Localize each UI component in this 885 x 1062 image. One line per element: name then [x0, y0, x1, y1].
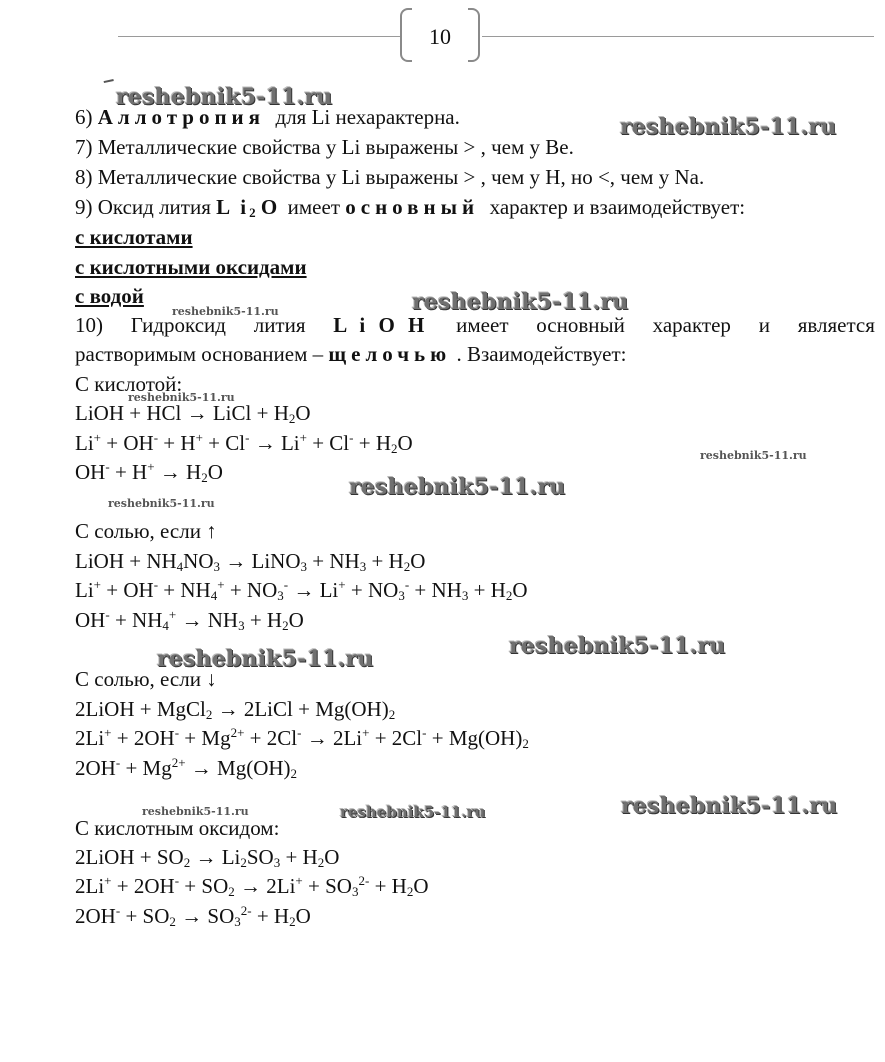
page-number-box [400, 8, 480, 60]
equation: $Li^+ + OH^- + H^+ + Cl^- \to Li^+ + Cl^- + H_2O$ [75, 430, 413, 456]
term-alkali: щелочью [328, 342, 452, 366]
equation: $2OH^- + SO_2 \to SO_3^{2-} + H_2O$ [75, 903, 311, 929]
watermark: reshebnik5-11.ru [172, 305, 279, 318]
reacts-with-water: с водой [75, 284, 144, 308]
section-acid-heading: С кислотой: [75, 372, 183, 396]
equation: LiOH + $NH_4NO_3$ → LiNO$_3$ + $NH_3 + H_2O$ [75, 549, 426, 574]
watermark: reshebnik5-11.ru [349, 474, 566, 500]
equation: LiOH + HCl → LiCl + $H_2O$ [75, 401, 311, 426]
watermark: reshebnik5-11.ru [340, 803, 486, 821]
item-10-line-1: 10) Гидроксид лития L i O H имеет основный характер и является [75, 313, 875, 337]
equation: $OH^- + NH_4^+ \to NH_3 + H_2O$ [75, 607, 304, 633]
watermark: reshebnik5-11.ru [412, 289, 629, 315]
item-10-line-2: растворимым основанием – щелочью . Взаимодействует: [75, 342, 627, 366]
section-salt-gas-heading: С солью, если ↑ [75, 519, 217, 543]
header-rule-left [118, 36, 400, 37]
equation: $2Li^+ + 2OH^- + Mg^{2+} + 2Cl^- \to 2Li^+ + 2Cl^- + Mg(OH)_2$ [75, 725, 529, 751]
watermark: reshebnik5-11.ru [509, 633, 726, 659]
watermark: reshebnik5-11.ru [116, 84, 333, 110]
equation: $OH^- + H^+ \to H_2O$ [75, 459, 223, 485]
equation: 2LiOH + MgCl$_2$ → 2LiCl + $Mg(OH)_2$ [75, 697, 396, 722]
watermark: reshebnik5-11.ru [700, 449, 807, 462]
watermark: reshebnik5-11.ru [142, 805, 249, 818]
equation: $2Li^+ + 2OH^- + SO_2 \to 2Li^+ + SO_3^{2-} + H_2O$ [75, 873, 429, 899]
equation: $2OH^- + Mg^{2+} \to Mg(OH)_2$ [75, 755, 298, 781]
reacts-with-acid-oxides: с кислотными оксидами [75, 255, 307, 279]
item-8: 8) Металлические свойства у Li выражены > , чем у H, но <, чем у Na. [75, 165, 705, 189]
item-6: 6) Аллотропия для Li нехарактерна. [75, 105, 460, 129]
watermark: reshebnik5-11.ru [128, 391, 235, 404]
item-9: 9) Оксид лития L $i_2$ O имеет основный характер и взаимодействует: [75, 195, 746, 220]
reacts-with-acids: с кислотами [75, 225, 193, 249]
stray-mark [104, 79, 115, 86]
term-basic: основный [345, 195, 480, 219]
watermark: reshebnik5-11.ru [157, 646, 374, 672]
watermark: reshebnik5-11.ru [621, 793, 838, 819]
equation: $Li^+ + OH^- + NH_4^+ + NO_3^- \to Li^+ + NO_3^- + NH_3 + H_2O$ [75, 577, 528, 603]
section-salt-precipitate-heading: С солью, если ↓ [75, 667, 217, 691]
term-allotropy: Аллотропия [97, 105, 266, 129]
equation: 2LiOH + $SO_2 \to Li_2SO_3 + H_2O$ [75, 845, 340, 870]
section-acid-oxide-heading: С кислотным оксидом: [75, 816, 280, 840]
header-rule-right [482, 36, 874, 37]
item-7: 7) Металлические свойства у Li выражены > , чем у Be. [75, 135, 574, 159]
watermark: reshebnik5-11.ru [108, 497, 215, 510]
page-number: 10 [429, 24, 451, 49]
watermark: reshebnik5-11.ru [620, 114, 837, 140]
